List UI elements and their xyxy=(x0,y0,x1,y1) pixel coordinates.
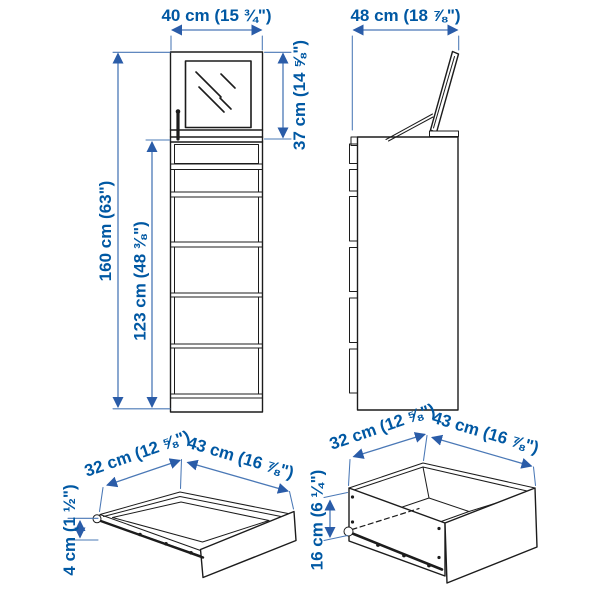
small-drawer-front-panel xyxy=(201,512,297,578)
mirror-shelf-side xyxy=(430,131,459,137)
rail-wheel xyxy=(344,527,353,536)
small-drawer-rail xyxy=(93,515,203,558)
small-drawer-depth-label: 43 cm (16 ⅞") xyxy=(185,432,297,483)
small-drawer-furniture xyxy=(93,492,296,578)
large-drawer-depth-label: 43 cm (16 ⅞") xyxy=(430,407,542,458)
large-drawer-width-label: 32 cm (12 ⅝") xyxy=(327,399,438,454)
large-drawer-furniture xyxy=(344,463,537,583)
tilted-mirror xyxy=(386,52,459,142)
mirror-reflection-lines xyxy=(196,72,235,112)
drawer-front-1 xyxy=(175,145,259,164)
side-furniture xyxy=(350,52,459,411)
drawer-front-2 xyxy=(175,170,259,193)
side-dimensions xyxy=(350,6,460,130)
drawer-front-3 xyxy=(175,197,259,242)
side-view xyxy=(350,6,461,410)
drawer-front-5 xyxy=(175,297,259,344)
drawer-fronts xyxy=(175,145,259,395)
small-drawer-height-label: 4 cm (1 ½") xyxy=(60,484,79,576)
small-drawer-view xyxy=(60,427,296,578)
front-chest-height-label: 123 cm (48 ⅜") xyxy=(130,221,150,341)
large-drawer-view xyxy=(308,400,542,583)
front-total-height-label: 160 cm (63") xyxy=(96,180,115,282)
drawer-front-4 xyxy=(175,247,259,293)
large-drawer-front-panel xyxy=(445,488,537,583)
front-width-label: 40 cm (15 ¾") xyxy=(161,6,272,25)
drawer-front-6 xyxy=(175,348,259,394)
mirror-shelf xyxy=(171,130,263,142)
front-mirror-height-label: 37 cm (14 ⅝") xyxy=(290,39,309,151)
front-furniture xyxy=(171,52,263,412)
large-drawer-height-label: 16 cm (6 ¼") xyxy=(307,469,327,571)
drawer-separators xyxy=(171,164,263,398)
front-view xyxy=(96,6,309,412)
side-depth-label: 48 cm (18 ⅞") xyxy=(350,6,461,25)
small-drawer-width-label: 32 cm (12 ⅝") xyxy=(82,426,193,481)
mirror-support-strut xyxy=(386,114,433,140)
large-drawer-side-panel xyxy=(349,488,445,576)
chest-front-outline xyxy=(171,52,263,412)
drawer-side-profiles xyxy=(350,144,358,393)
chest-side-outline xyxy=(358,137,459,410)
mirror-hinge xyxy=(176,109,181,139)
